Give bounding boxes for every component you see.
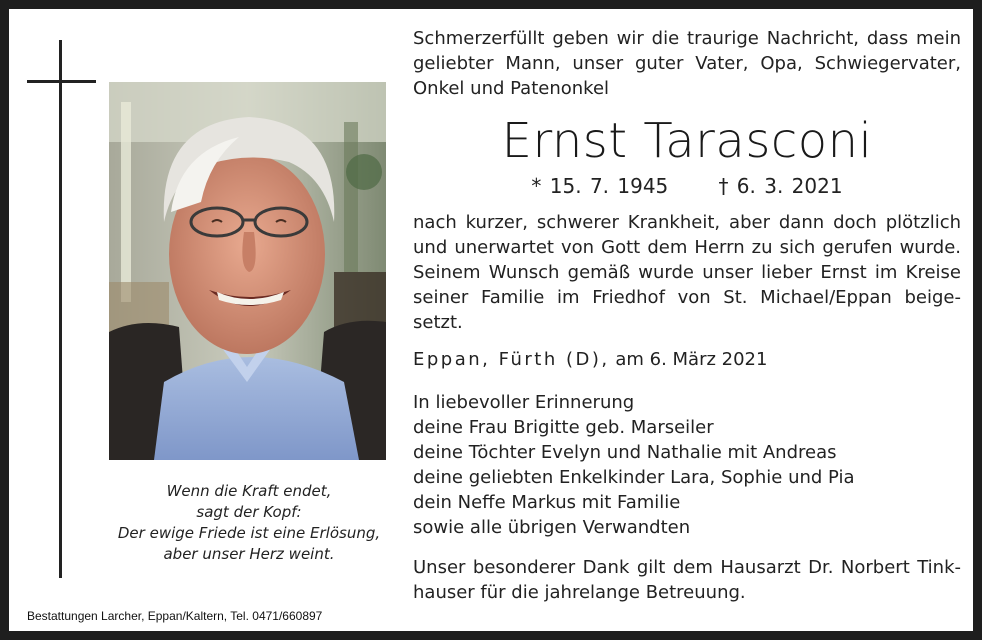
death-message [413, 210, 961, 335]
quote-line: sagt der Kopf: [196, 503, 302, 521]
mourner-line: dein Neffe Markus mit Familie [413, 492, 681, 513]
obituary-card [9, 9, 973, 631]
funeral-home-footer: Bestattungen Larcher, Eppan/Kaltern, Tel. 0471/660897 [27, 609, 323, 623]
thanks-line: Unser besonderer Dank gilt dem Hausarzt Dr. Norbert Tink- [413, 557, 961, 578]
mourners-list [413, 390, 961, 540]
message-line: Seinem Wunsch gemäß wurde unser lieber Ernst im Kreise [413, 262, 961, 283]
mourner-line: deine Frau Brigitte geb. Marseiler [413, 417, 714, 438]
mourner-line: sowie alle übrigen Verwandten [413, 517, 691, 538]
thanks-line: hauser für die jahrelange Betreuung. [413, 582, 746, 603]
birth-date: * 15. 7. 1945 [531, 174, 669, 198]
death-date: † 6. 3. 2021 [718, 174, 843, 198]
message-line: und unerwartet von Gott dem Herrn zu sich gerufen wurde. [413, 237, 961, 258]
quote-line: Wenn die Kraft endet, [166, 482, 332, 500]
memorial-quote [104, 481, 394, 565]
quote-line: aber unser Herz weint. [163, 545, 335, 563]
deceased-name: Ernst Tarasconi [501, 113, 873, 169]
intro-line: Schmerzerfüllt geben wir die traurige Nachricht, dass mein [413, 28, 961, 49]
cross-icon-bar [27, 80, 96, 83]
message-line: nach kurzer, schwerer Krankheit, aber dann doch plötzlich [413, 212, 961, 233]
thanks-text [413, 555, 961, 605]
life-dates [413, 172, 961, 200]
portrait-photo [109, 82, 386, 460]
announcement-date: am 6. März 2021 [609, 349, 768, 370]
place-names: Eppan, Fürth (D), [413, 349, 610, 370]
message-line: seiner Familie im Friedhof von St. Michael/Eppan beige- [413, 287, 961, 308]
mourner-line: In liebevoller Erinnerung [413, 392, 635, 413]
mourner-line: deine geliebten Enkelkinder Lara, Sophie und Pia [413, 467, 855, 488]
quote-line: Der ewige Friede ist eine Erlösung, [117, 524, 381, 542]
place-and-date [413, 347, 767, 372]
mourner-line: deine Töchter Evelyn und Nathalie mit Andreas [413, 442, 837, 463]
intro-line: Onkel und Patenonkel [413, 78, 610, 99]
intro-text [413, 26, 961, 101]
message-line: setzt. [413, 312, 463, 333]
cross-icon [59, 40, 62, 578]
intro-line: geliebter Mann, unser guter Vater, Opa, Schwiegervater, [413, 53, 961, 74]
